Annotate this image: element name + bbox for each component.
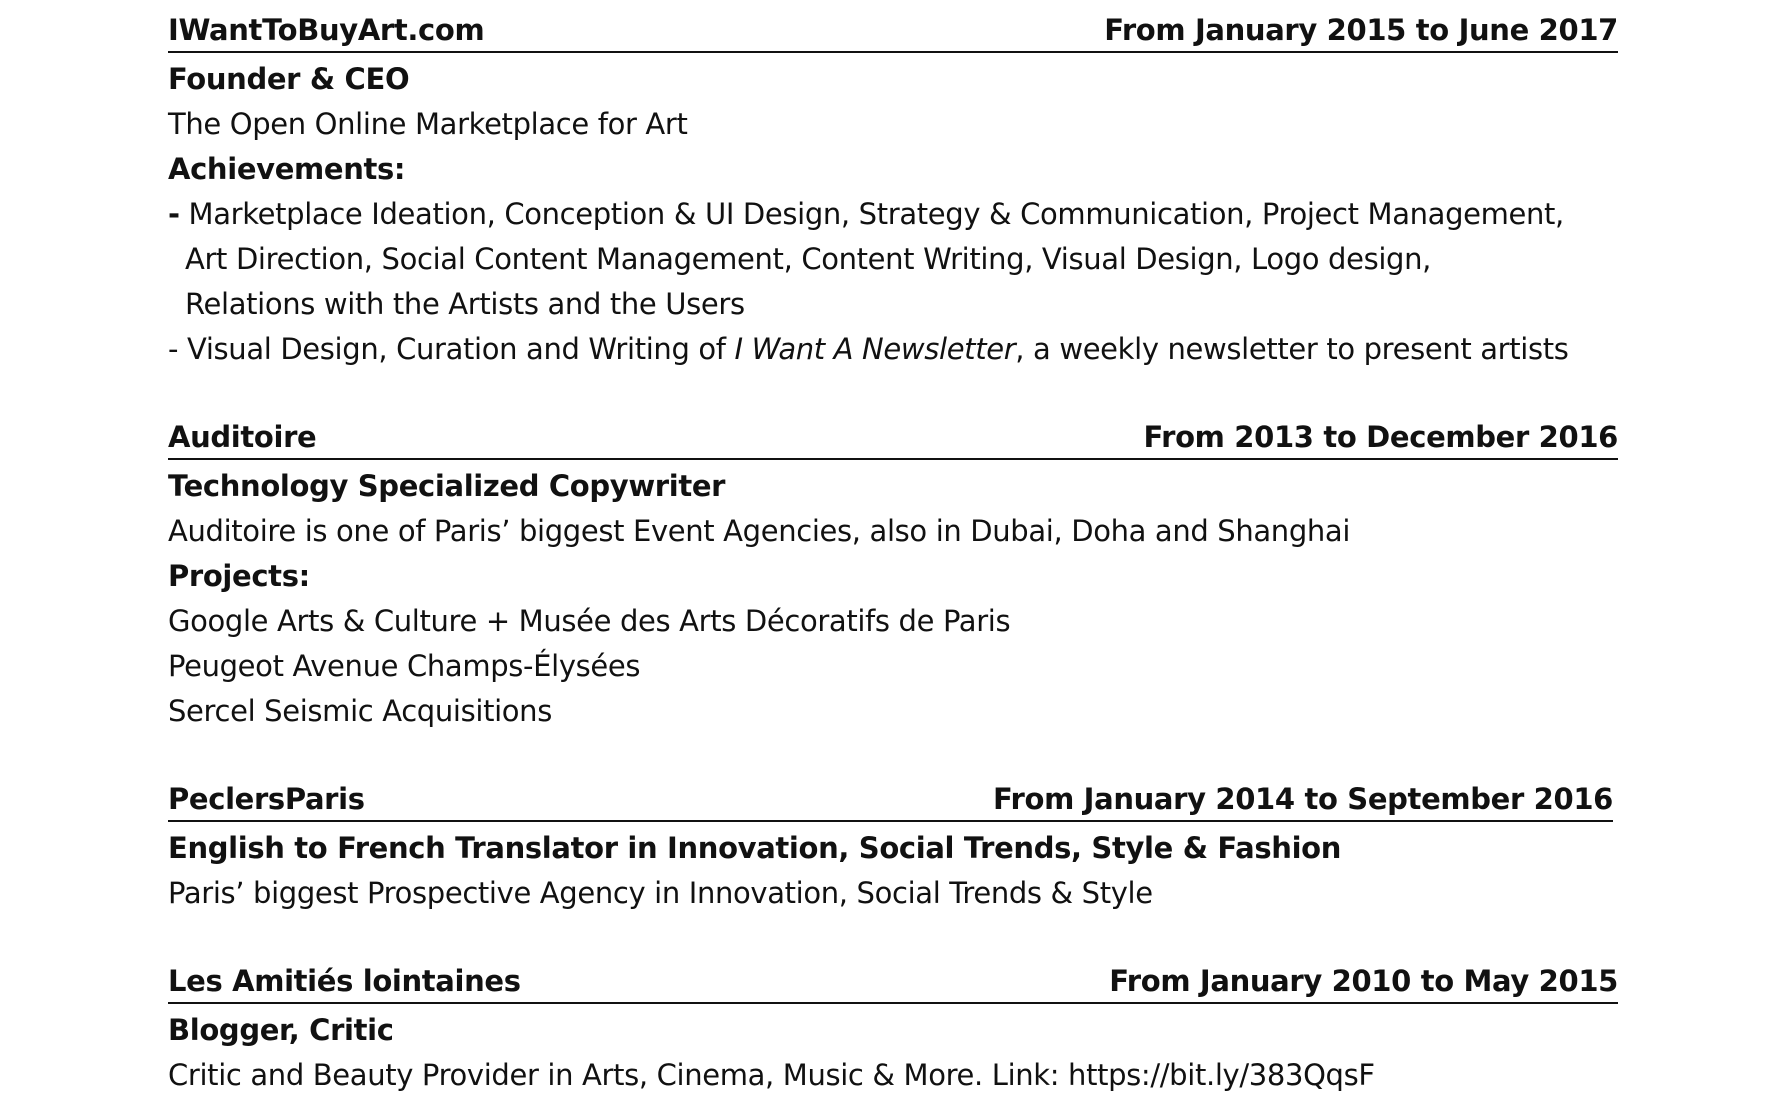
experience-entry-les-amities-lointaines bbox=[168, 961, 1618, 1098]
achievement-suffix: , a weekly newsletter to present artists bbox=[1015, 332, 1569, 366]
company-name: IWantToBuyArt.com bbox=[168, 13, 485, 47]
spacer bbox=[168, 372, 1618, 417]
job-title: Technology Specialized Copywriter bbox=[168, 469, 726, 503]
achievement-item bbox=[168, 192, 1618, 237]
achievement-item bbox=[168, 327, 1618, 372]
date-range: From January 2015 to June 2017 bbox=[1104, 13, 1618, 47]
experience-entry-peclersparis bbox=[168, 779, 1618, 916]
resume-experience-section bbox=[168, 10, 1618, 1098]
job-title: Blogger, Critic bbox=[168, 1013, 394, 1047]
company-description: The Open Online Marketplace for Art bbox=[168, 107, 688, 141]
experience-entry-iwanttobuyart bbox=[168, 10, 1618, 372]
project-item: Google Arts & Culture + Musée des Arts Décoratifs de Paris bbox=[168, 604, 1011, 638]
project-item: Sercel Seismic Acquisitions bbox=[168, 694, 552, 728]
job-title: English to French Translator in Innovation, Social Trends, Style & Fashion bbox=[168, 831, 1342, 865]
project-item: Peugeot Avenue Champs-Élysées bbox=[168, 649, 641, 683]
date-range: From January 2014 to September 2016 bbox=[992, 782, 1613, 816]
spacer bbox=[168, 734, 1618, 779]
experience-entry-auditoire bbox=[168, 417, 1618, 734]
entry-header bbox=[168, 10, 1618, 53]
company-name: Les Amitiés lointaines bbox=[168, 964, 521, 998]
entry-header bbox=[168, 417, 1618, 460]
entry-header bbox=[168, 779, 1613, 822]
company-name: PeclersParis bbox=[168, 782, 365, 816]
company-description: Auditoire is one of Paris’ biggest Event Agencies, also in Dubai, Doha and Shanghai bbox=[168, 514, 1351, 548]
company-name: Auditoire bbox=[168, 420, 317, 454]
achievement-continuation: Relations with the Artists and the Users bbox=[185, 287, 745, 321]
spacer bbox=[168, 916, 1618, 961]
achievement-continuation: Art Direction, Social Content Management, Content Writing, Visual Design, Logo design, bbox=[185, 242, 1432, 276]
company-description: Paris’ biggest Prospective Agency in Innovation, Social Trends & Style bbox=[168, 876, 1153, 910]
job-title: Founder & CEO bbox=[168, 62, 410, 96]
company-description: Critic and Beauty Provider in Arts, Cinema, Music & More. Link: https://bit.ly/383QqsF bbox=[168, 1058, 1375, 1092]
achievement-text: Marketplace Ideation, Conception & UI Design, Strategy & Communication, Project Management, bbox=[179, 197, 1564, 231]
section-label-projects: Projects: bbox=[168, 559, 310, 593]
date-range: From January 2010 to May 2015 bbox=[1109, 964, 1618, 998]
entry-header bbox=[168, 961, 1618, 1004]
section-label-achievements: Achievements: bbox=[168, 152, 406, 186]
achievement-prefix: - Visual Design, Curation and Writing of bbox=[168, 332, 735, 366]
newsletter-title: I Want A Newsletter bbox=[734, 332, 1016, 366]
date-range: From 2013 to December 2016 bbox=[1143, 420, 1618, 454]
bullet-dash: - bbox=[168, 197, 180, 231]
